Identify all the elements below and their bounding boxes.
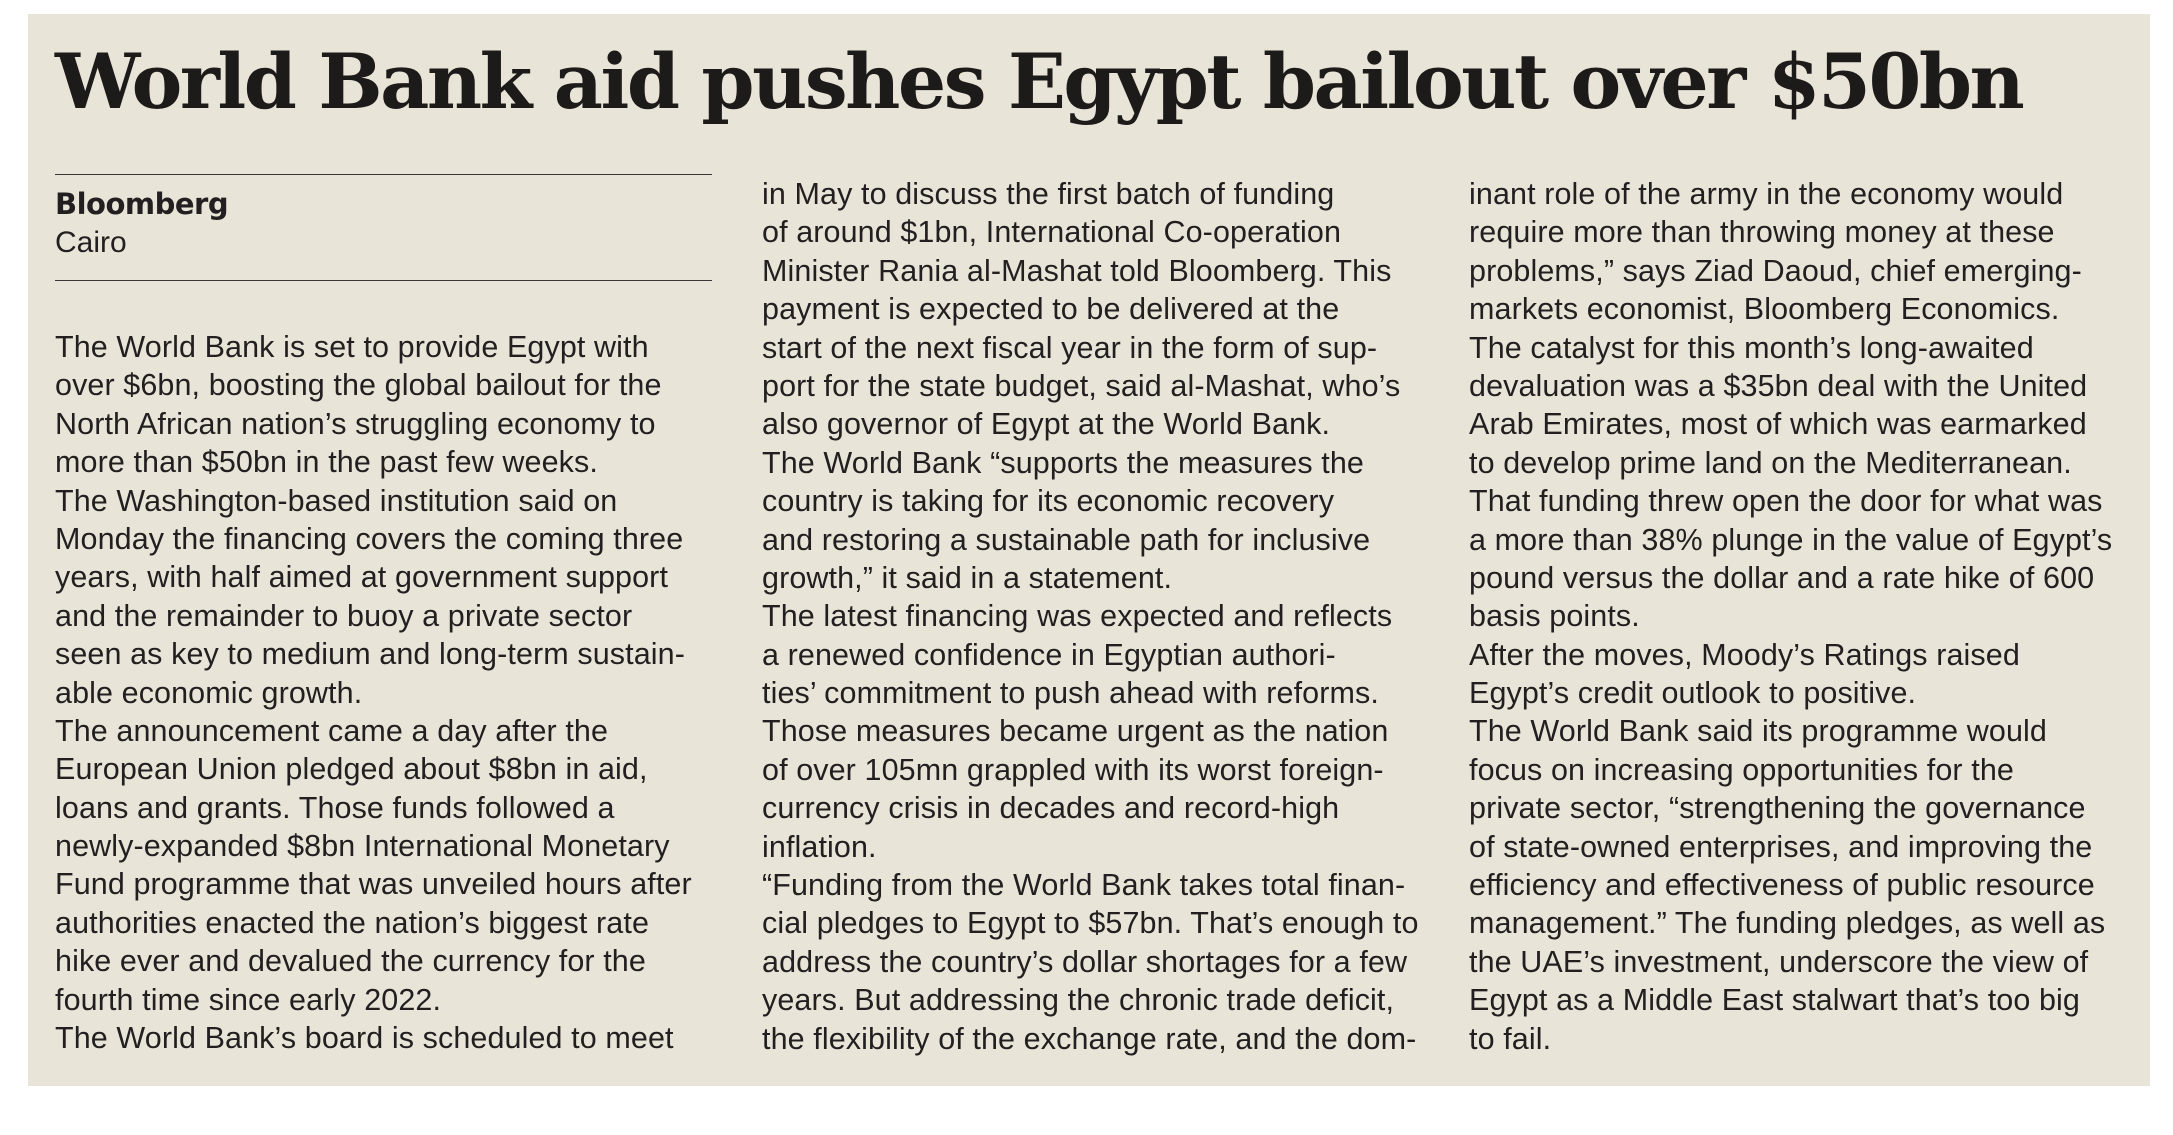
- text-line: the UAE’s investment, underscore the view of: [1469, 944, 2089, 979]
- text-line: years. But addressing the chronic trade deficit,: [762, 983, 1395, 1018]
- text-line: problems,” says Ziad Daoud, chief emerging-: [1469, 253, 2082, 288]
- text-line: Those measures became urgent as the nation: [762, 714, 1389, 749]
- text-line: authorities enacted the nation’s biggest rate: [55, 905, 650, 940]
- text-line: European Union pledged about $8bn in aid,: [55, 752, 648, 787]
- byline-location: Cairo: [55, 226, 127, 259]
- text-line: The World Bank is set to provide Egypt with: [55, 330, 649, 364]
- text-line: loans and grants. Those funds followed a: [55, 790, 615, 825]
- column-2-text: [762, 175, 1419, 1058]
- text-line: devaluation was a $35bn deal with the United: [1469, 368, 2088, 403]
- text-line: address the country’s dollar shortages for a few: [762, 944, 1408, 979]
- text-line: inant role of the army in the economy would: [1469, 177, 2064, 211]
- text-line: the flexibility of the exchange rate, and the dom-: [762, 1021, 1417, 1056]
- text-line: Egypt as a Middle East stalwart that’s too big: [1469, 983, 2080, 1018]
- text-line: The latest financing was expected and reflects: [762, 599, 1393, 634]
- text-line: payment is expected to be delivered at the: [762, 292, 1340, 327]
- text-line: cial pledges to Egypt to $57bn. That’s enough to: [762, 906, 1419, 941]
- text-line: of over 105mn grappled with its worst foreign-: [762, 752, 1384, 787]
- text-line: years, with half aimed at government support: [55, 560, 669, 595]
- text-line: start of the next fiscal year in the form of sup-: [762, 330, 1378, 365]
- text-line: a renewed confidence in Egyptian authori-: [762, 637, 1336, 672]
- column-3-text: [1469, 175, 2112, 1058]
- headline: World Bank aid pushes Egypt bailout over $50bn: [55, 37, 2023, 126]
- text-line: ties’ commitment to push ahead with reforms.: [762, 676, 1379, 711]
- text-line: growth,” it said in a statement.: [762, 560, 1173, 595]
- text-line: and the remainder to buoy a private sector: [55, 598, 633, 633]
- text-line: and restoring a sustainable path for inclusive: [762, 522, 1371, 557]
- text-line: of state-owned enterprises, and improving the: [1469, 829, 2093, 864]
- text-line: fourth time since early 2022.: [55, 982, 442, 1017]
- text-line: over $6bn, boosting the global bailout for the: [55, 368, 662, 403]
- text-line: to develop prime land on the Mediterranean.: [1469, 445, 2072, 480]
- text-line: more than $50bn in the past few weeks.: [55, 445, 598, 480]
- text-line: markets economist, Bloomberg Economics.: [1469, 292, 2060, 327]
- text-line: of around $1bn, International Co-operation: [762, 215, 1342, 250]
- text-line: management.” The funding pledges, as well as: [1469, 906, 2106, 941]
- text-line: efficiency and effectiveness of public resource: [1469, 868, 2095, 903]
- text-line: North African nation’s struggling economy to: [55, 406, 656, 441]
- text-line: country is taking for its economic recovery: [762, 484, 1335, 519]
- text-line: port for the state budget, said al-Mashat, who’s: [762, 368, 1401, 403]
- text-line: seen as key to medium and long-term sustain-: [55, 637, 685, 672]
- text-line: in May to discuss the first batch of funding: [762, 177, 1335, 211]
- text-line: The Washington-based institution said on: [55, 483, 618, 518]
- text-line: a more than 38% plunge in the value of Egypt’s: [1469, 522, 2113, 557]
- byline-author: Bloomberg: [55, 187, 229, 221]
- text-line: Arab Emirates, most of which was earmarked: [1469, 407, 2087, 442]
- column-1-text: [55, 328, 692, 1057]
- text-line: Egypt’s credit outlook to positive.: [1469, 676, 1917, 711]
- text-line: Minister Rania al-Mashat told Bloomberg. This: [762, 253, 1392, 288]
- text-line: focus on increasing opportunities for the: [1469, 752, 2014, 787]
- text-line: Fund programme that was unveiled hours after: [55, 867, 692, 902]
- text-line: also governor of Egypt at the World Bank.: [762, 407, 1331, 442]
- article-clipping: [28, 14, 2150, 1086]
- text-line: “Funding from the World Bank takes total finan-: [762, 868, 1406, 903]
- text-line: The World Bank said its programme would: [1469, 714, 2047, 749]
- text-line: require more than throwing money at these: [1469, 215, 2055, 250]
- text-line: hike ever and devalued the currency for the: [55, 944, 646, 979]
- text-line: The announcement came a day after the: [55, 713, 609, 748]
- text-line: The World Bank “supports the measures the: [762, 445, 1364, 480]
- text-line: to fail.: [1469, 1021, 1552, 1056]
- text-line: The World Bank’s board is scheduled to meet: [55, 1021, 674, 1056]
- text-line: currency crisis in decades and record-high: [762, 791, 1340, 826]
- text-line: pound versus the dollar and a rate hike of 600: [1469, 560, 2095, 595]
- text-line: Monday the financing covers the coming three: [55, 521, 684, 556]
- text-line: private sector, “strengthening the governance: [1469, 791, 2086, 826]
- text-line: basis points.: [1469, 599, 1640, 634]
- byline-bottom-rule: [55, 280, 712, 281]
- text-line: That funding threw open the door for what was: [1469, 484, 2103, 519]
- text-line: newly-expanded $8bn International Monetary: [55, 829, 670, 864]
- text-line: inflation.: [762, 829, 877, 864]
- text-line: able economic growth.: [55, 675, 363, 710]
- text-line: The catalyst for this month’s long-awaited: [1469, 330, 2034, 365]
- text-line: After the moves, Moody’s Ratings raised: [1469, 637, 2020, 672]
- byline-top-rule: [55, 174, 712, 175]
